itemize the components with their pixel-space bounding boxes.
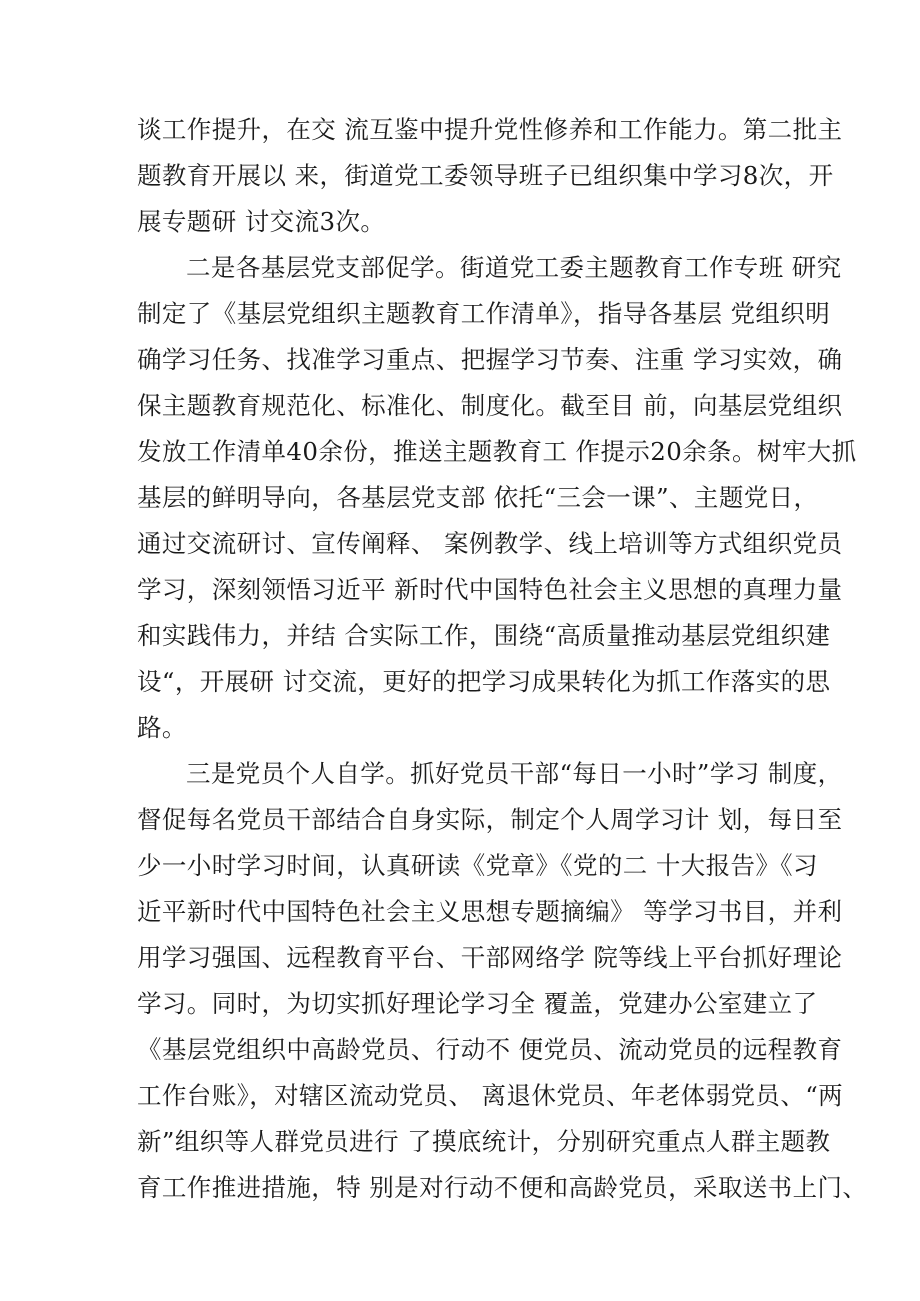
text-line: 制定了《基层党组织主题教育工作清单》，指导各基层 党组织明 (137, 299, 831, 328)
text-line: 谈工作提升，在交 流互鉴中提升党性修养和工作能力。第二批主 (137, 115, 843, 144)
text-line: 督促每名党员干部结合自身实际，制定个人周学习计 划，每日至 (137, 805, 843, 834)
text-line: 题教育开展以 来，街道党工委领导班子已组织集中学习8次，开 (137, 161, 834, 190)
text-line: 新”组织等人群党员进行 了摸底统计，分别研究重点人群主题教 (137, 1127, 831, 1156)
text-line: 用学习强国、远程教育平台、干部网络学 院等线上平台抓好理论 (137, 943, 843, 972)
text-line: 学习。同时，为切实抓好理论学习全 覆盖，党建办公室建立了 (137, 989, 818, 1018)
text-line: 基层的鲜明导向，各基层党支部 依托“三会一课”、主题党日， (137, 483, 819, 512)
text-line: 学习，深刻领悟习近平 新时代中国特色社会主义思想的真理力量 (137, 575, 843, 604)
text-line: 二是各基层党支部促学。街道党工委主题教育工作专班 研究 (186, 253, 842, 282)
text-line: 确学习任务、找准学习重点、把握学习节奏、注重 学习实效，确 (137, 345, 843, 374)
text-line: 通过交流研讨、宣传阐释、 案例教学、线上培训等方式组织党员 (137, 529, 843, 558)
text-line: 工作台账》，对辖区流动党员、 离退休党员、年老体弱党员、“两 (137, 1081, 844, 1110)
text-line: 和实践伟力，并结 合实际工作，围绕“高质量推动基层党组织建 (137, 621, 831, 650)
text-line: 近平新时代中国特色社会主义思想专题摘编》 等学习书目，并利 (137, 897, 843, 926)
text-line: 展专题研 讨交流3次。 (137, 207, 386, 236)
text-line: 三是党员个人自学。抓好党员干部“每日一小时”学习 制度， (186, 759, 843, 788)
text-line: 《基层党组织中高龄党员、行动不 便党员、流动党员的远程教育 (137, 1035, 843, 1064)
text-line: 保主题教育规范化、标准化、制度化。截至目 前，向基层党组织 (137, 391, 843, 420)
text-line: 少一小时学习时间，认真研读《党章》《党的二 十大报告》《习 (137, 851, 818, 880)
text-line: 路。 (137, 713, 187, 742)
text-line: 设“，开展研 讨交流，更好的把学习成果转化为抓工作落实的思 (137, 667, 831, 696)
text-line: 育工作推进措施，特 别是对行动不便和高龄党员，采取送书上门、 (137, 1173, 868, 1202)
text-line: 发放工作清单40余份，推送主题教育工 作提示20余条。树牢大抓 (137, 437, 857, 466)
